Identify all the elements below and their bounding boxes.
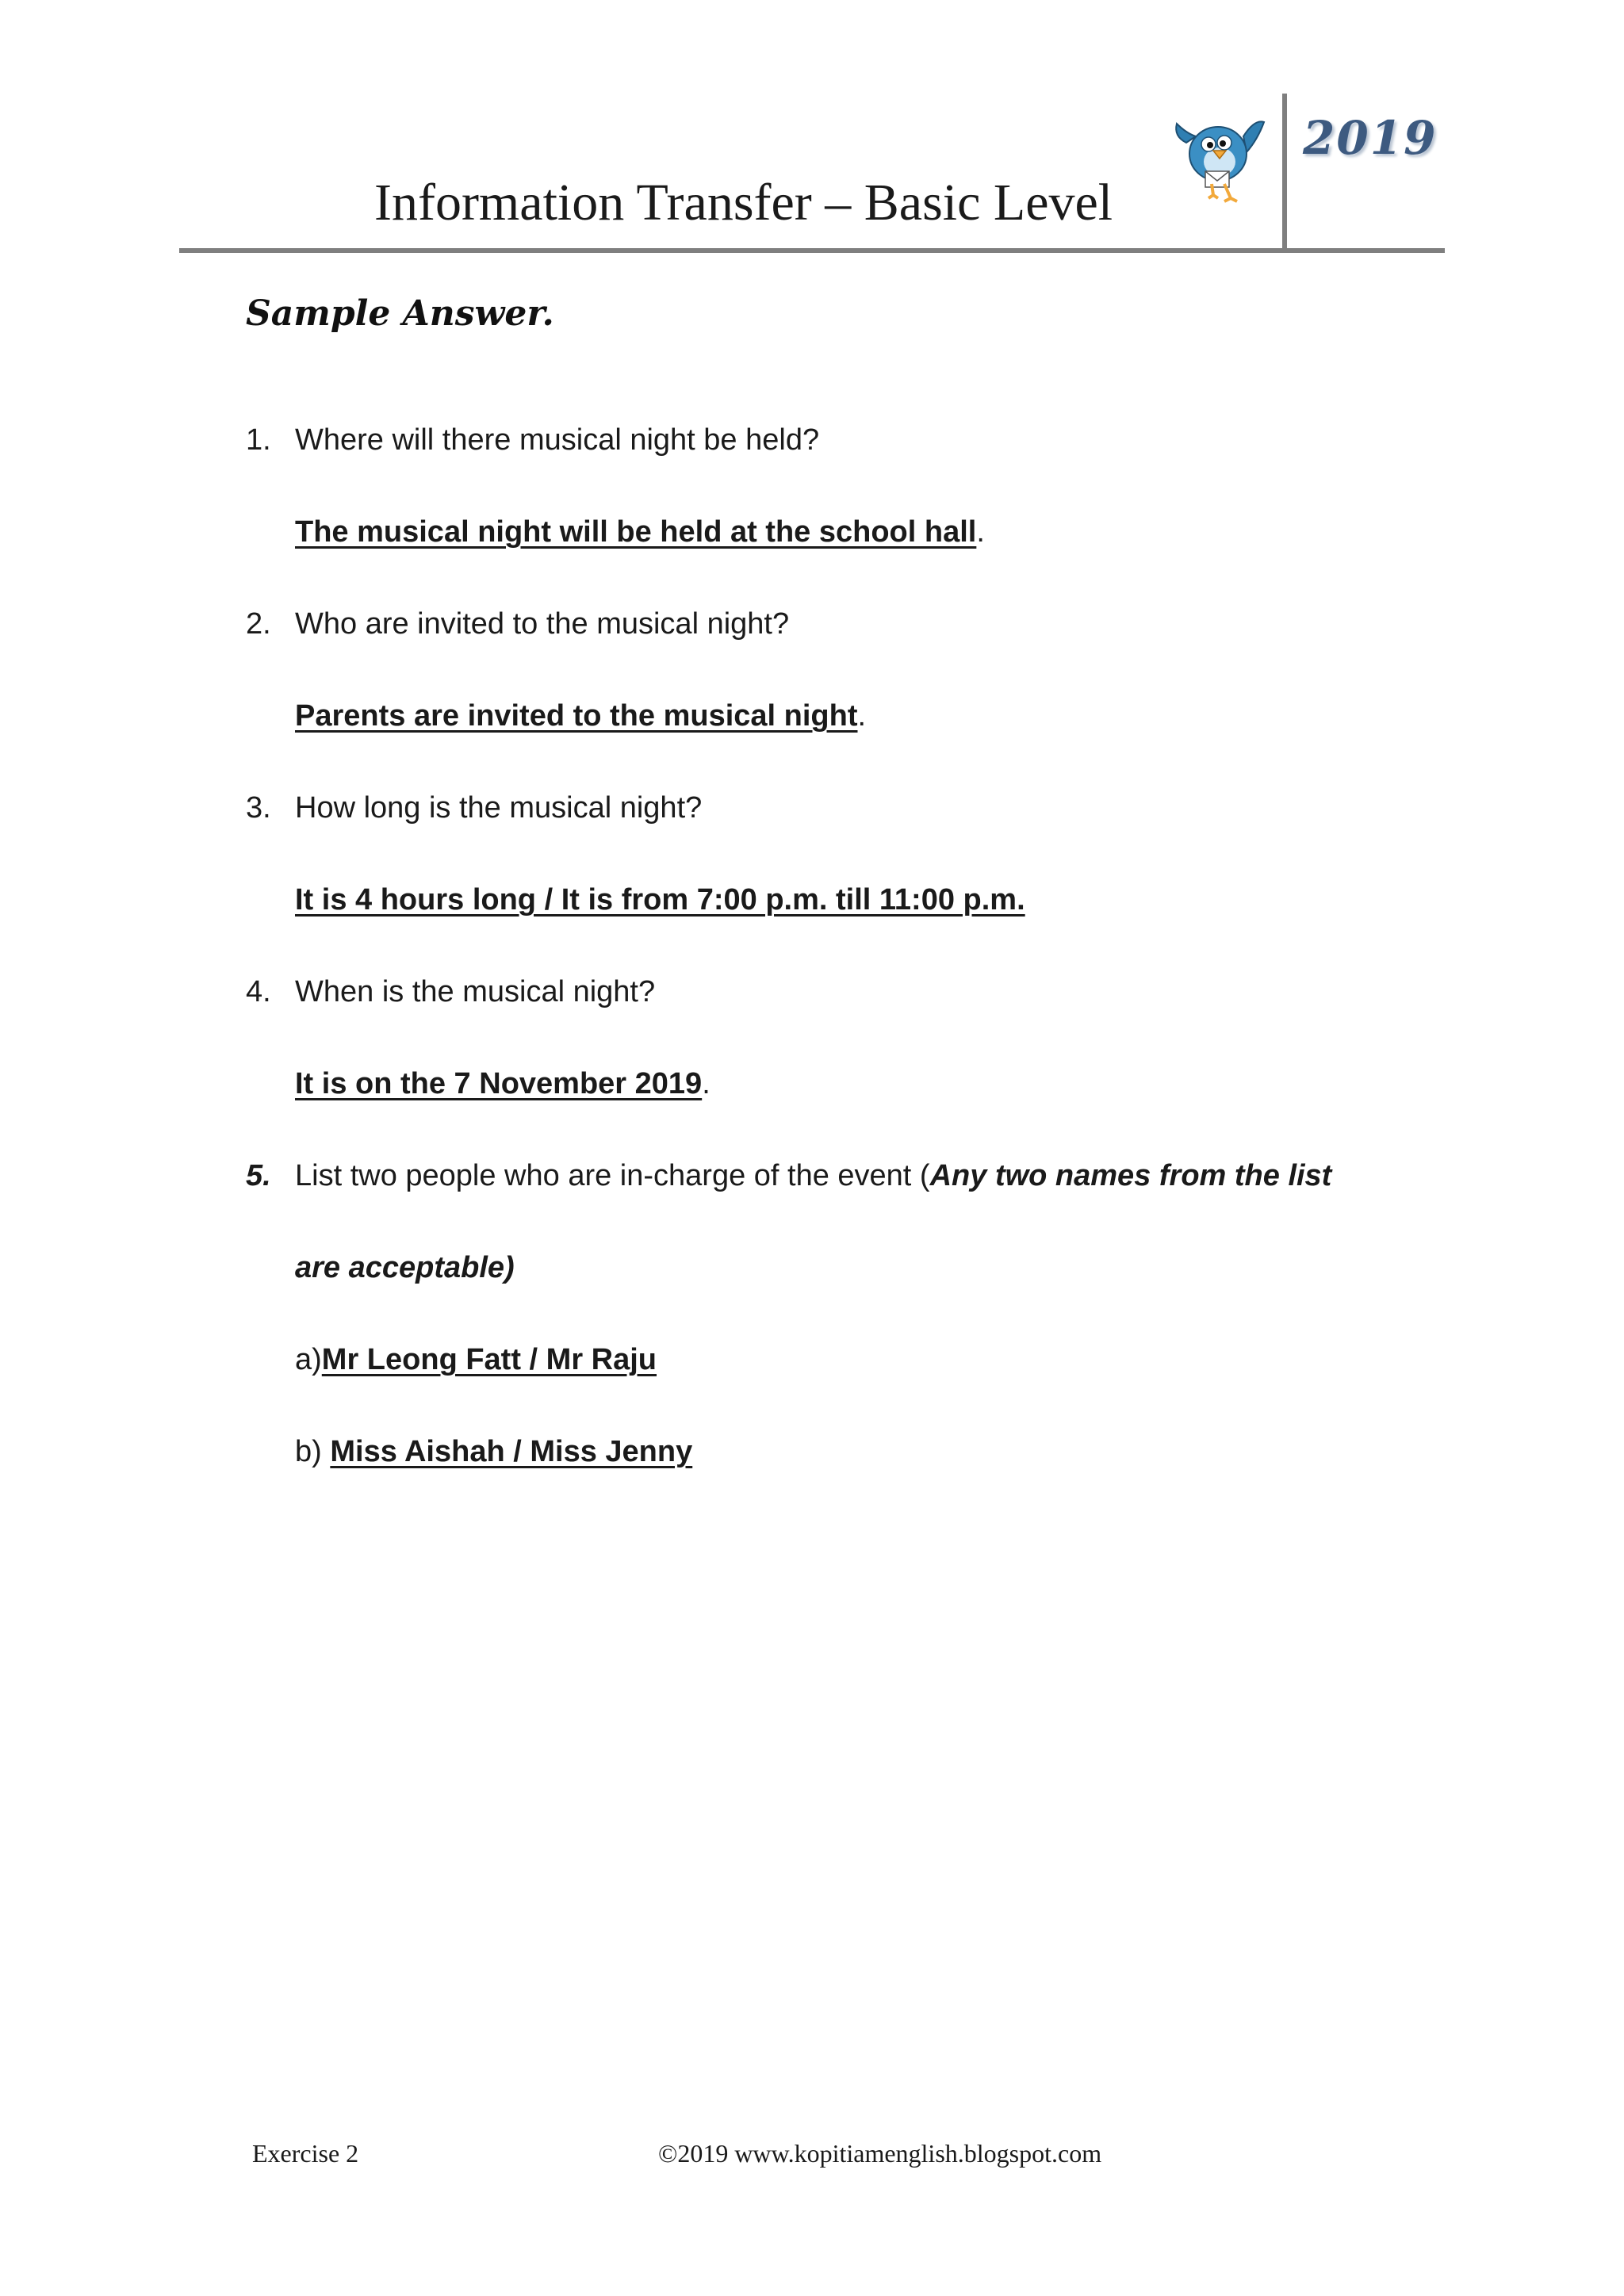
question-text: List two people who are in-charge of the event ( xyxy=(295,1159,930,1192)
document-title: Information Transfer – Basic Level xyxy=(374,174,1113,232)
footer-exercise-label: Exercise 2 xyxy=(252,2139,359,2168)
question-number: 3. xyxy=(246,791,271,825)
header-vertical-divider xyxy=(1282,94,1287,251)
answer-line xyxy=(295,1067,710,1101)
answer-text: Parents are invited to the musical night xyxy=(295,699,858,733)
answer-text: It is on the 7 November 2019 xyxy=(295,1067,703,1100)
question-text: When is the musical night? xyxy=(295,975,656,1008)
answer-suffix: . xyxy=(702,1067,710,1100)
question-number: 4. xyxy=(246,975,271,1008)
header-year: 2019 xyxy=(1303,111,1438,165)
sample-answer-heading: Sample Answer. xyxy=(246,293,554,334)
answer-suffix: . xyxy=(976,515,985,549)
header-divider xyxy=(179,248,1445,253)
question-number: 1. xyxy=(246,423,271,457)
question-text-line xyxy=(295,1159,1331,1193)
answer-line xyxy=(295,699,866,733)
question-text: How long is the musical night? xyxy=(295,791,703,825)
question-text: Where will there musical night be held? xyxy=(295,423,820,457)
bird-mascot-icon xyxy=(1172,113,1267,206)
answer-line xyxy=(295,883,1025,917)
question-number: 5. xyxy=(246,1159,271,1192)
answer-text: It is 4 hours long / It is from 7:00 p.m. till 11:00 p.m. xyxy=(295,883,1025,916)
answer-line-b xyxy=(295,1435,692,1469)
question-note-continued: are acceptable) xyxy=(295,1251,515,1284)
question-number: 2. xyxy=(246,607,271,641)
answer-text: The musical night will be held at the school hall xyxy=(295,515,977,549)
question-text: Who are invited to the musical night? xyxy=(295,607,790,641)
question-note: Any two names from the list xyxy=(929,1159,1332,1192)
answer-text: Miss Aishah / Miss Jenny xyxy=(330,1435,693,1468)
answer-text: Mr Leong Fatt / Mr Raju xyxy=(321,1343,657,1376)
answer-label: a) xyxy=(295,1343,322,1376)
footer-copyright: ©2019 www.kopitiamenglish.blogspot.com xyxy=(658,2139,1102,2168)
answer-line xyxy=(295,515,985,549)
answer-label: b) xyxy=(295,1435,331,1468)
answer-line-a xyxy=(295,1343,657,1377)
answer-suffix: . xyxy=(857,699,867,733)
